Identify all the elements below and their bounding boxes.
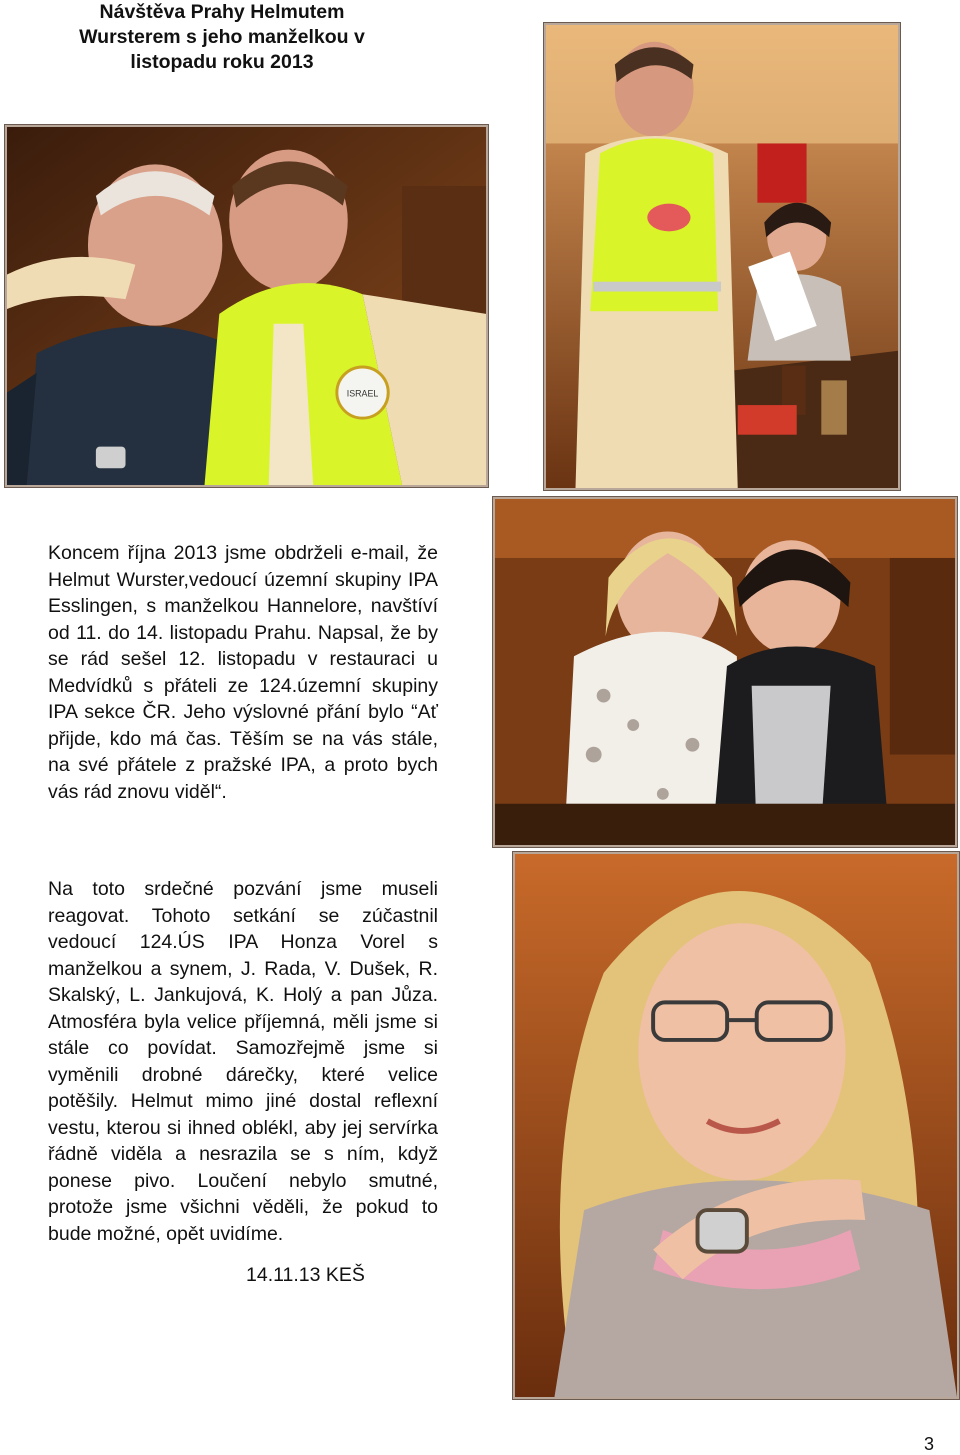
photo-man-in-vest-standing xyxy=(543,22,901,491)
photo-man-in-vest-illustration xyxy=(546,25,898,488)
page-title xyxy=(64,0,380,75)
paragraph-2-text: Na toto srdečné pozvání jsme museli reagovat. Tohoto setkání se zúčastnil vedoucí 124.ÚS IPA Honza Vorel s manželkou a synem, J. Rada, V. Dušek, R. Skalský, L. Jankujová, K. Holý a pan Jůza. Atmosféra byla velice příjemná, měli jsme si stále co povídat. Samozřejmě jsme si vyměnili drobné dárečky, které velice potěšily. Helmut mimo jiné dostal reflexní vestu, kterou si ihned oblékl, aby jej servírka řádně viděla a nesrazila se s ním, když ponese pivo. Loučení nebylo smutné, protože jsme všichni věděli, že pokud to bude možné, opět uvidíme. xyxy=(48,878,438,1245)
photo-woman-portrait-illustration xyxy=(515,854,957,1397)
photo-two-women xyxy=(492,496,958,848)
title-line-1: Návštěva Prahy Helmutem xyxy=(99,1,345,23)
paragraph-1-text: Koncem října 2013 jsme obdrželi e-mail, že Helmut Wurster,vedoucí územní skupiny IPA Esslingen, s manželkou Hannelore, navštíví od 11. do 14. listopadu Prahu. Napsal, že by se rád sešel 12. listopadu v restauraci u Medvídků s přáteli ze 124.územní skupiny IPA sekce ČR. Jeho výslovné přání bylo “Ať přijde, kdo má čas. Těším se na vás stále, na své přátele z pražské IPA, a proto bych vás rád znovu viděl“. xyxy=(48,542,438,803)
page-number: 3 xyxy=(924,1434,935,1454)
photo-woman-portrait xyxy=(512,851,960,1400)
photo-two-men-illustration xyxy=(7,127,486,485)
article-paragraph-1 xyxy=(48,540,438,805)
photo-two-women-illustration xyxy=(495,499,955,845)
article-paragraph-2 xyxy=(48,876,438,1247)
title-line-3: listopadu roku 2013 xyxy=(130,51,314,73)
vest-badge-text: ISRAEL xyxy=(346,388,379,399)
title-line-2: Wursterem s jeho manželkou v xyxy=(79,26,365,48)
signature-date: 14.11.13 KEŠ xyxy=(246,1264,365,1286)
photo-two-men xyxy=(4,124,489,488)
